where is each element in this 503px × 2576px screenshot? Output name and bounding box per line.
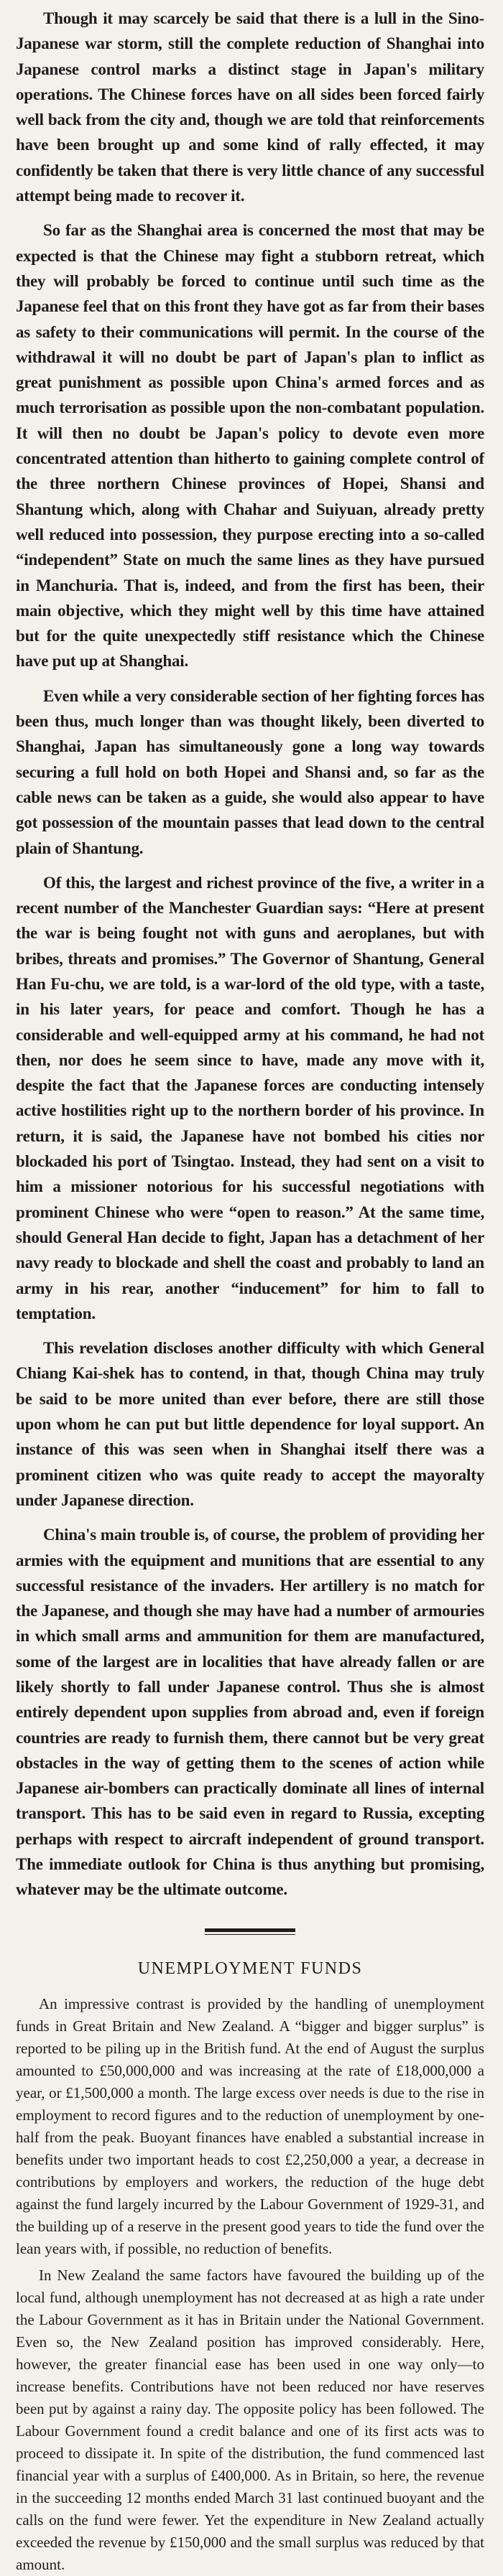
divider-rule — [205, 1928, 295, 1935]
article-paragraph: This revelation discloses another difficulty with which General Chiang Kai-shek has to contend, in that, though China may truly be said to be more united than ever before, there are still those upon whom he can put but little dependence for loyal support. An instance of this was seen when in Shanghai itself there was a prominent citizen who was quite ready to accept the mayoralty under Japanese direction. — [16, 1339, 484, 1509]
article-headline: UNEMPLOYMENT FUNDS — [137, 1959, 363, 1978]
article-paragraph: Even while a very considerable section of her fighting forces has been thus, much longer than was thought likely, been diverted to Shanghai, Japan has simultaneously gone a long way towards securing a full hold on both Hopei and Shansi and, so far as the cable news can be taken as a guide, she would also appear to have got possession of the mountain passes that lead down to the central plain of Shantung. — [16, 686, 484, 857]
article-sino-japanese-war — [16, 6, 484, 1903]
article-paragraph: China's main trouble is, of course, the problem of providing her armies with the equipment and munitions that are essential to any successful resistance of the invaders. Her artillery is no match for the Japanese, and though she may have had a number of armouries in which small arms and ammunition for them are manufactured, some of the largest are in localities that have already fallen or are likely shortly to fall under Japanese control. Thus she is almost entirely dependent upon supplies from abroad and, even if foreign countries are ready to furnish them, there cannot but be very great obstacles in the way of getting them to the scenes of action while Japanese air-bombers can practically dominate all lines of internal transport. This has to be said even in regard to Russia, excepting perhaps with respect to aircraft independent of ground transport. The immediate outlook for China is thus anything but promising, whatever may be the ultimate outcome. — [16, 1526, 484, 1899]
article-paragraph: Though it may scarcely be said that there is a lull in the Sino-Japanese war storm, still the complete reduction of Shanghai into Japanese control marks a distinct stage in Japan's military operations. The Chinese forces have on all sides been forced fairly well back from the city and, though we are told that reinforcements have been brought up and some kind of rally effected, it may confidently be taken that there is very little chance of any successful attempt being made to recover it. — [16, 9, 484, 205]
article-paragraph: So far as the Shanghai area is concerned the most that may be expected is that the Chinese may fight a stubborn retreat, which they will probably be forced to continue until such time as the Japanese feel that on this front they have got as far from their bases as safety to their communications will permit. In the course of the withdrawal it will no doubt be part of Japan's plan to inflict as great punishment as possible upon China's armed forces and as much terrorisation as possible upon the non-combatant population. It will then no doubt be Japan's policy to devote even more concentrated attention than hitherto to gaining complete control of the three northern Chinese provinces of Hopei, Shansi and Shantung which, along with Chahar and Suiyuan, already pretty well reduced into possession, they purpose erecting into a so-called “independent” State on much the same lines as they have pursued in Manchuria. That is, indeed, and from the first has been, their main objective, which they might well by this time have attained but for the quite unexpectedly stiff resistance which the Chinese have put up at Shanghai. — [16, 221, 484, 671]
article-paragraph: Of this, the largest and richest province of the five, a writer in a recent number of the Manchester Guardian says: “Here at present the war is being fought not with guns and aeroplanes, but with bribes, threats and promises.” The Governor of Shantung, General Han Fu-chu, we are told, is a war-lord of the old type, with a taste, in his later years, for peace and comfort. Though he has a considerable and well-equipped army at his command, he had not then, nor does he seem since to have, made any move with it, despite the fact that the Japanese forces are conducting intensely active hostilities right up to the northern border of his province. In return, it is said, the Japanese have not bombed his cities nor blockaded his port of Tsingtao. Instead, they had sent on a visit to him a missioner notorious for his successful negotiations with prominent Chinese who were “open to reason.” At the same time, should General Han decide to fight, Japan has a detachment of her navy ready to blockade and shell the coast and probably to land an army in his rear, another “inducement” for him to fall to temptation. — [16, 873, 484, 1322]
section-divider — [16, 1928, 484, 1935]
article-paragraph: In New Zealand the same factors have favoured the building up of the local fund, although unemployment has not decreased at as high a rate under the Labour Government as it has in Britain under the National Government. Even so, the New Zealand position has improved considerably. Here, however, the greater financial ease has been used in one way only—to increase benefits. Contributions have not been reduced nor have reserves been put by against a rainy day. The opposite policy has been followed. The Labour Government found a credit balance and one of its first acts was to proceed to dissipate it. In spite of the distribution, the fund commenced last financial year with a surplus of £400,000. As in Britain, so here, the revenue in the succeeding 12 months ended March 31 last continued buoyant and the calls on the fund were fewer. Yet the expenditure in New Zealand actually exceeded the revenue by £150,000 and the small surplus was reduced by that amount. — [16, 2266, 484, 2573]
article-unemployment-funds — [16, 1959, 484, 2576]
article-paragraph: An impressive contrast is provided by the handling of unemployment funds in Great Britain and New Zealand. A “bigger and bigger surplus” is reported to be piling up in the British fund. At the end of August the surplus amounted to £50,000,000 and was increasing at the rate of £18,000,000 a year, or £1,500,000 a month. The large excess over needs is due to the rise in employment to record figures and to the reduction of unemployment by one-half from the peak. Buoyant finances have enabled a substantial increase in benefits under two important heads to cost £2,250,000 a year, a decrease in contributions by employers and workers, the reduction of the huge debt against the fund largely incurred by the Labour Government of 1929-31, and the building up of a reserve in the present good years to tide the fund over the lean years with, if possible, no reduction of benefits. — [16, 1994, 484, 2257]
